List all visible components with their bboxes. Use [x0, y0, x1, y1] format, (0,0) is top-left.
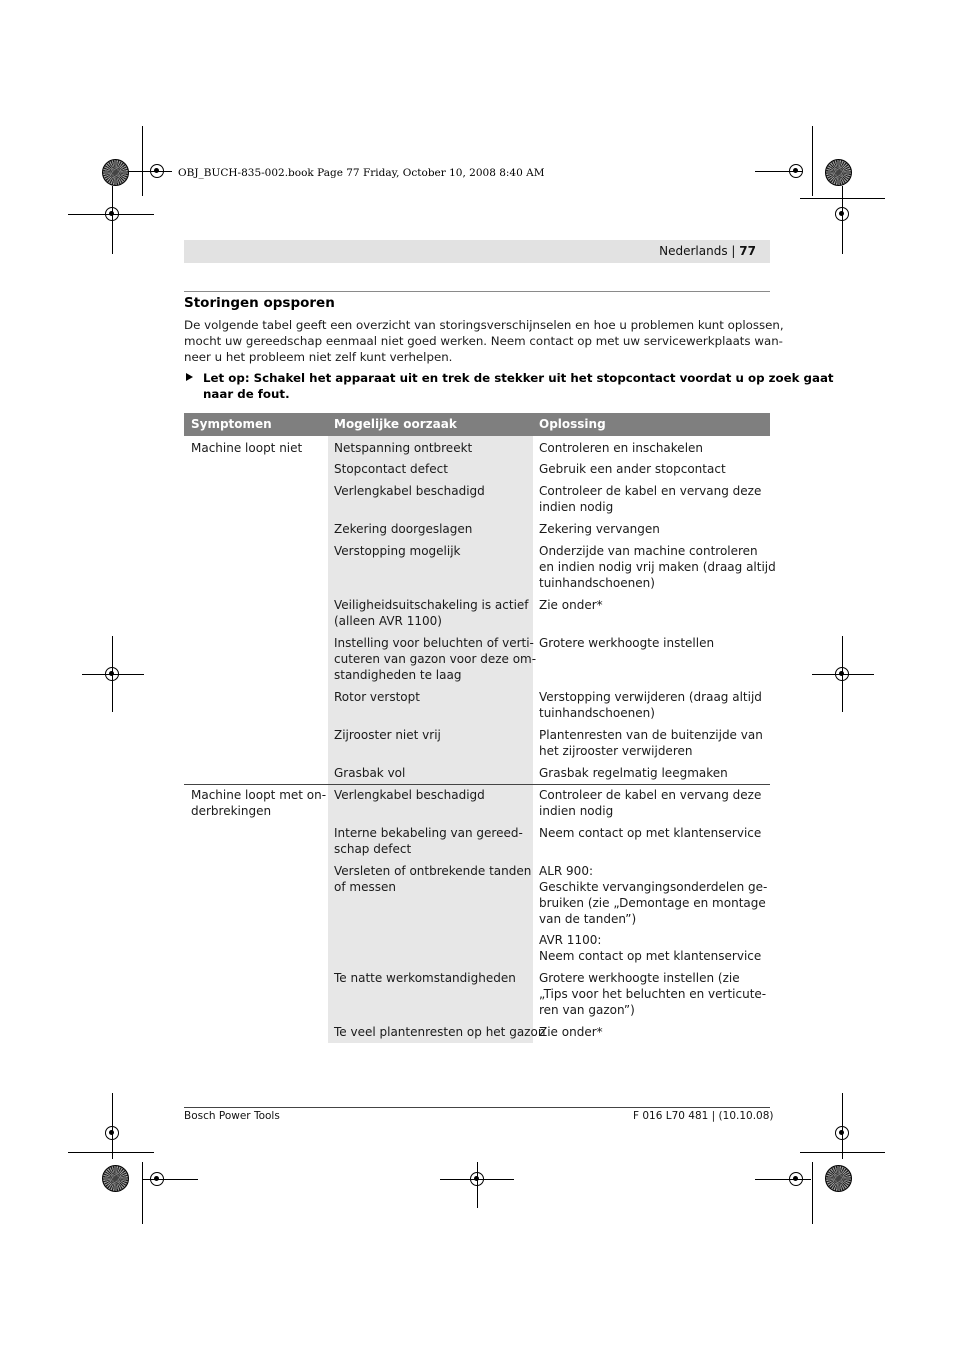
cause-cell-line: Te veel plantenresten op het gazon	[334, 1025, 546, 1039]
cause-cell-line: Versleten of ontbrekende tanden	[334, 864, 532, 878]
solution-cell-line: Onderzijde van machine controleren	[539, 544, 758, 558]
registration-sunburst-icon	[102, 1165, 129, 1192]
solution-cell-line: ren van gazon”)	[539, 1003, 635, 1017]
solution-cell	[539, 440, 703, 456]
cause-cell-line: of messen	[334, 880, 396, 894]
header-language: Nederlands	[659, 244, 728, 258]
intro-line: mocht uw gereedschap eenmaal niet goed werken. Neem contact op met uw servicewerkplaats wan-	[184, 334, 783, 348]
cause-cell	[334, 1024, 545, 1040]
cause-cell	[334, 787, 485, 803]
solution-cell-line: indien nodig	[539, 500, 614, 514]
footer-doc-number: F 016 L70 481 | (10.10.08)	[633, 1110, 774, 1122]
solution-cell	[539, 635, 714, 651]
cause-cell	[334, 765, 405, 781]
cause-cell-line: Netspanning ontbreekt	[334, 441, 473, 455]
cause-cell-line: Verlengkabel beschadigd	[334, 788, 485, 802]
solution-cell	[539, 932, 761, 964]
table-header	[184, 413, 770, 436]
cause-cell-line: Interne bekabeling van gereed-	[334, 826, 523, 840]
column-header-solution: Oplossing	[539, 417, 606, 431]
solution-cell	[539, 597, 603, 613]
solution-cell	[539, 727, 763, 759]
cause-cell-line: Zijrooster niet vrij	[334, 728, 441, 742]
solution-cell-line: het zijrooster verwijderen	[539, 744, 693, 758]
page-header	[184, 240, 770, 263]
registration-sunburst-icon	[825, 159, 852, 186]
column-header-symptoms: Symptomen	[191, 417, 272, 431]
cause-cell	[334, 597, 529, 629]
solution-cell	[539, 521, 660, 537]
cause-cell	[334, 970, 516, 986]
cause-cell	[334, 727, 441, 743]
cause-cell	[334, 635, 536, 683]
cause-cell	[334, 521, 472, 537]
solution-cell	[539, 970, 766, 1018]
solution-cell-line: Controleer de kabel en vervang deze	[539, 484, 762, 498]
solution-cell-line: Verstopping verwijderen (draag altijd	[539, 690, 762, 704]
cause-cell	[334, 543, 460, 559]
solution-cell	[539, 1024, 603, 1040]
solution-cell-line: AVR 1100:	[539, 933, 602, 947]
solution-cell-line: Controleer de kabel en vervang deze	[539, 788, 762, 802]
solution-cell-line: Neem contact op met klantenservice	[539, 949, 762, 963]
triangle-bullet-icon	[186, 373, 193, 381]
cause-cell	[334, 863, 531, 895]
group-divider	[184, 784, 770, 785]
cause-cell-line: Verstopping mogelijk	[334, 544, 461, 558]
solution-cell	[539, 787, 761, 819]
symptom-cell-line: derbrekingen	[191, 804, 272, 818]
solution-cell	[539, 863, 767, 927]
cause-cell	[334, 461, 448, 477]
solution-cell	[539, 825, 761, 841]
registration-sunburst-icon	[825, 1165, 852, 1192]
cause-cell-line: schap defect	[334, 842, 412, 856]
solution-cell	[539, 689, 762, 721]
page-number: 77	[739, 244, 756, 258]
solution-cell-line: Gebruik een ander stopcontact	[539, 462, 726, 476]
intro-line: De volgende tabel geeft een overzicht van storingsverschijnselen en hoe u problemen kunt oplossen,	[184, 318, 784, 332]
cause-cell-line: Zekering doorgeslagen	[334, 522, 473, 536]
solution-cell-line: Geschikte vervangingsonderdelen ge-	[539, 880, 768, 894]
solution-cell	[539, 543, 776, 591]
solution-cell-line: Neem contact op met klantenservice	[539, 826, 762, 840]
solution-cell-line: Controleren en inschakelen	[539, 441, 704, 455]
solution-cell-line: indien nodig	[539, 804, 614, 818]
solution-cell	[539, 461, 726, 477]
cause-cell-line: Instelling voor beluchten of verti-	[334, 636, 534, 650]
header-divider	[184, 291, 770, 292]
header-separator: |	[731, 244, 736, 258]
solution-cell-line: van de tanden”)	[539, 912, 637, 926]
cause-cell	[334, 689, 420, 705]
solution-cell-line: Plantenresten van de buitenzijde van	[539, 728, 763, 742]
print-info: OBJ_BUCH-835-002.book Page 77 Friday, October 10, 2008 8:40 AM	[178, 167, 545, 179]
troubleshooting-table	[184, 413, 776, 1043]
symptom-cell-line: Machine loopt met on-	[191, 788, 327, 802]
warning-note	[184, 370, 834, 402]
footer-brand: Bosch Power Tools	[184, 1110, 280, 1122]
cause-cell-line: Rotor verstopt	[334, 690, 420, 704]
cause-cell-line: Stopcontact defect	[334, 462, 448, 476]
solution-cell	[539, 765, 728, 781]
section-title: Storingen opsporen	[184, 295, 335, 311]
cause-cell-line: Te natte werkomstandigheden	[334, 971, 516, 985]
cause-cell	[334, 440, 472, 456]
cause-cell-line: Veiligheidsuitschakeling is actief	[334, 598, 529, 612]
cause-cell-line: Verlengkabel beschadigd	[334, 484, 485, 498]
symptom-cell-line: Machine loopt niet	[191, 441, 303, 455]
symptom-cell	[191, 787, 326, 819]
solution-cell-line: Grotere werkhoogte instellen (zie	[539, 971, 740, 985]
solution-cell-line: tuinhandschoenen)	[539, 706, 655, 720]
cause-cell-line: cuteren van gazon voor deze om-	[334, 652, 537, 666]
cause-cell	[334, 483, 485, 499]
solution-cell-line: ALR 900:	[539, 864, 593, 878]
solution-cell	[539, 483, 761, 515]
solution-cell-line: Zie onder*	[539, 1025, 603, 1039]
solution-cell-line: Grotere werkhoogte instellen	[539, 636, 715, 650]
intro-line: neer u het probleem niet zelf kunt verhelpen.	[184, 350, 453, 364]
column-header-cause: Mogelijke oorzaak	[334, 417, 457, 431]
cause-cell-line: Grasbak vol	[334, 766, 406, 780]
warning-line: Let op: Schakel het apparaat uit en trek de stekker uit het stopcontact voordat u op zoek gaat	[203, 371, 834, 385]
cause-cell-line: standigheden te laag	[334, 668, 462, 682]
solution-cell-line: bruiken (zie „Demontage en montage	[539, 896, 766, 910]
symptom-cell	[191, 440, 302, 456]
footer-divider	[184, 1107, 770, 1108]
solution-cell-line: „Tips voor het beluchten en verticute-	[539, 987, 767, 1001]
intro-paragraph	[184, 317, 784, 365]
registration-sunburst-icon	[102, 159, 129, 186]
solution-cell-line: tuinhandschoenen)	[539, 576, 655, 590]
solution-cell-line: Zekering vervangen	[539, 522, 660, 536]
cause-cell-line: (alleen AVR 1100)	[334, 614, 442, 628]
solution-cell-line: Grasbak regelmatig leegmaken	[539, 766, 728, 780]
solution-cell-line: en indien nodig vrij maken (draag altijd	[539, 560, 776, 574]
cause-cell	[334, 825, 523, 857]
warning-line: naar de fout.	[203, 387, 290, 401]
solution-cell-line: Zie onder*	[539, 598, 603, 612]
